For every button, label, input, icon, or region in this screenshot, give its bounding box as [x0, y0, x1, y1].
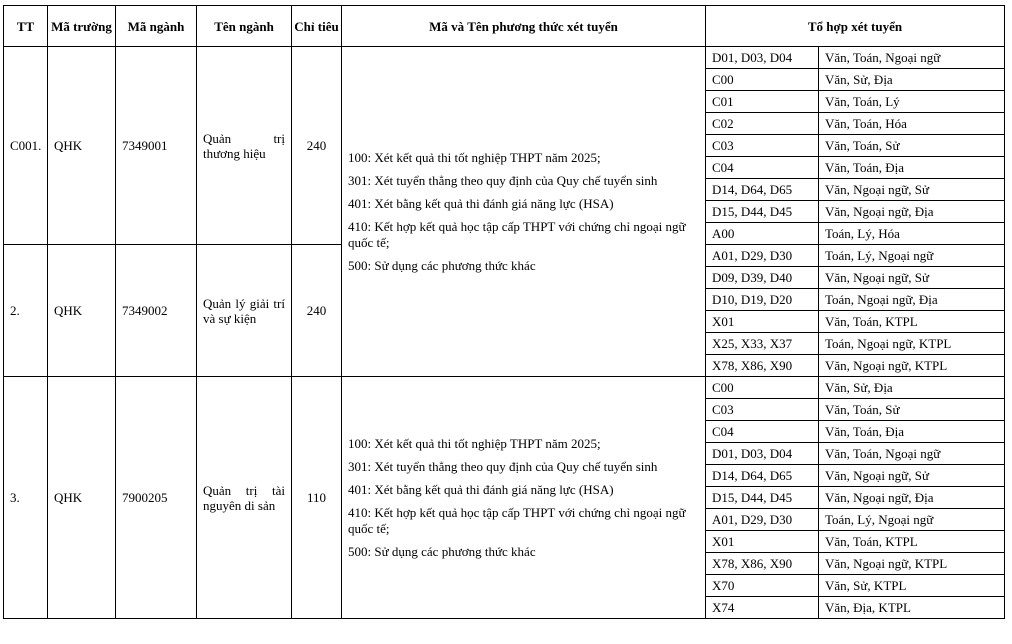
combo-subjects: Toán, Ngoại ngữ, KTPL	[819, 333, 1005, 355]
row-chi-tieu: 240	[292, 245, 342, 377]
combo-code: C04	[706, 157, 819, 179]
methods-list	[348, 150, 699, 274]
combo-code: X78, X86, X90	[706, 553, 819, 575]
combo-subjects: Văn, Toán, Hóa	[819, 113, 1005, 135]
combo-subjects: Văn, Toán, Địa	[819, 421, 1005, 443]
combo-subjects: Văn, Ngoại ngữ, KTPL	[819, 355, 1005, 377]
row-tt: C001.	[4, 47, 48, 245]
combo-code: C03	[706, 135, 819, 157]
combo-code: C02	[706, 113, 819, 135]
header-tt: TT	[4, 6, 48, 47]
combo-subjects: Văn, Toán, Sử	[819, 135, 1005, 157]
header-ma-nganh: Mã ngành	[116, 6, 197, 47]
combo-subjects: Văn, Toán, Ngoại ngữ	[819, 47, 1005, 69]
combo-code: C00	[706, 377, 819, 399]
combo-subjects: Toán, Lý, Hóa	[819, 223, 1005, 245]
method-item: 301: Xét tuyển thẳng theo quy định của Quy chế tuyển sinh	[348, 172, 658, 188]
methods-cell	[342, 377, 706, 619]
combo-code: D01, D03, D04	[706, 47, 819, 69]
combo-code: X01	[706, 531, 819, 553]
header-row	[4, 6, 1005, 47]
combo-subjects: Văn, Ngoại ngữ, Sử	[819, 267, 1005, 289]
row-tt: 2.	[4, 245, 48, 377]
combo-code: D10, D19, D20	[706, 289, 819, 311]
combo-subjects: Toán, Ngoại ngữ, Địa	[819, 289, 1005, 311]
combo-code: D14, D64, D65	[706, 179, 819, 201]
table-row	[4, 47, 1005, 69]
methods-list	[348, 436, 699, 560]
combo-subjects: Văn, Toán, KTPL	[819, 531, 1005, 553]
method-item: 100: Xét kết quả thi tốt nghiệp THPT năm 2025;	[348, 149, 601, 165]
header-to-hop: Tổ hợp xét tuyển	[706, 6, 1005, 47]
combo-code: X70	[706, 575, 819, 597]
table-body	[4, 47, 1005, 619]
combo-code: A01, D29, D30	[706, 245, 819, 267]
header-phuong-thuc: Mã và Tên phương thức xét tuyển	[342, 6, 706, 47]
combo-subjects: Văn, Toán, KTPL	[819, 311, 1005, 333]
combo-code: D15, D44, D45	[706, 201, 819, 223]
combo-subjects: Toán, Lý, Ngoại ngữ	[819, 245, 1005, 267]
row-ma-truong: QHK	[48, 245, 116, 377]
method-item: 401: Xét bằng kết quả thi đánh giá năng lực (HSA)	[348, 195, 614, 211]
row-ma-nganh: 7349002	[116, 245, 197, 377]
combo-code: D15, D44, D45	[706, 487, 819, 509]
admissions-table	[3, 5, 1005, 619]
table-header	[4, 6, 1005, 47]
row-ma-nganh: 7349001	[116, 47, 197, 245]
row-ma-truong: QHK	[48, 377, 116, 619]
combo-subjects: Văn, Toán, Địa	[819, 157, 1005, 179]
header-ma-truong: Mã trường	[48, 6, 116, 47]
combo-subjects: Văn, Toán, Lý	[819, 91, 1005, 113]
method-item: 410: Kết hợp kết quả học tập cấp THPT với chứng chỉ ngoại ngữ quốc tế;	[348, 504, 686, 536]
table-row	[4, 377, 1005, 399]
combo-code: X01	[706, 311, 819, 333]
combo-subjects: Văn, Ngoại ngữ, Địa	[819, 201, 1005, 223]
combo-code: X25, X33, X37	[706, 333, 819, 355]
combo-subjects: Văn, Ngoại ngữ, Sử	[819, 179, 1005, 201]
method-item: 301: Xét tuyển thẳng theo quy định của Quy chế tuyển sinh	[348, 458, 658, 474]
row-ma-truong: QHK	[48, 47, 116, 245]
row-chi-tieu: 240	[292, 47, 342, 245]
combo-code: D14, D64, D65	[706, 465, 819, 487]
combo-code: A00	[706, 223, 819, 245]
combo-code: C04	[706, 421, 819, 443]
row-ma-nganh: 7900205	[116, 377, 197, 619]
combo-subjects: Văn, Toán, Ngoại ngữ	[819, 443, 1005, 465]
combo-subjects: Văn, Sử, Địa	[819, 377, 1005, 399]
row-chi-tieu: 110	[292, 377, 342, 619]
combo-subjects: Văn, Toán, Sử	[819, 399, 1005, 421]
combo-subjects: Văn, Địa, KTPL	[819, 597, 1005, 619]
method-item: 401: Xét bằng kết quả thi đánh giá năng lực (HSA)	[348, 481, 614, 497]
row-ten-nganh: Quản trị thương hiệu	[197, 47, 292, 245]
combo-code: C03	[706, 399, 819, 421]
method-item: 500: Sử dụng các phương thức khác	[348, 543, 536, 559]
combo-subjects: Văn, Ngoại ngữ, Sử	[819, 465, 1005, 487]
combo-subjects: Toán, Lý, Ngoại ngữ	[819, 509, 1005, 531]
combo-code: A01, D29, D30	[706, 509, 819, 531]
method-item: 500: Sử dụng các phương thức khác	[348, 257, 536, 273]
combo-code: X74	[706, 597, 819, 619]
combo-code: C01	[706, 91, 819, 113]
method-item: 100: Xét kết quả thi tốt nghiệp THPT năm 2025;	[348, 435, 601, 451]
combo-code: X78, X86, X90	[706, 355, 819, 377]
row-ten-nganh: Quản trị tài nguyên di sản	[197, 377, 292, 619]
method-item: 410: Kết hợp kết quả học tập cấp THPT với chứng chỉ ngoại ngữ quốc tế;	[348, 218, 686, 250]
combo-subjects: Văn, Sử, Địa	[819, 69, 1005, 91]
combo-subjects: Văn, Ngoại ngữ, KTPL	[819, 553, 1005, 575]
combo-subjects: Văn, Sử, KTPL	[819, 575, 1005, 597]
row-ten-nganh: Quản lý giải trí và sự kiện	[197, 245, 292, 377]
header-chi-tieu: Chỉ tiêu	[292, 6, 342, 47]
combo-subjects: Văn, Ngoại ngữ, Địa	[819, 487, 1005, 509]
combo-code: D01, D03, D04	[706, 443, 819, 465]
header-ten-nganh: Tên ngành	[197, 6, 292, 47]
combo-code: D09, D39, D40	[706, 267, 819, 289]
methods-cell	[342, 47, 706, 377]
combo-code: C00	[706, 69, 819, 91]
row-tt: 3.	[4, 377, 48, 619]
